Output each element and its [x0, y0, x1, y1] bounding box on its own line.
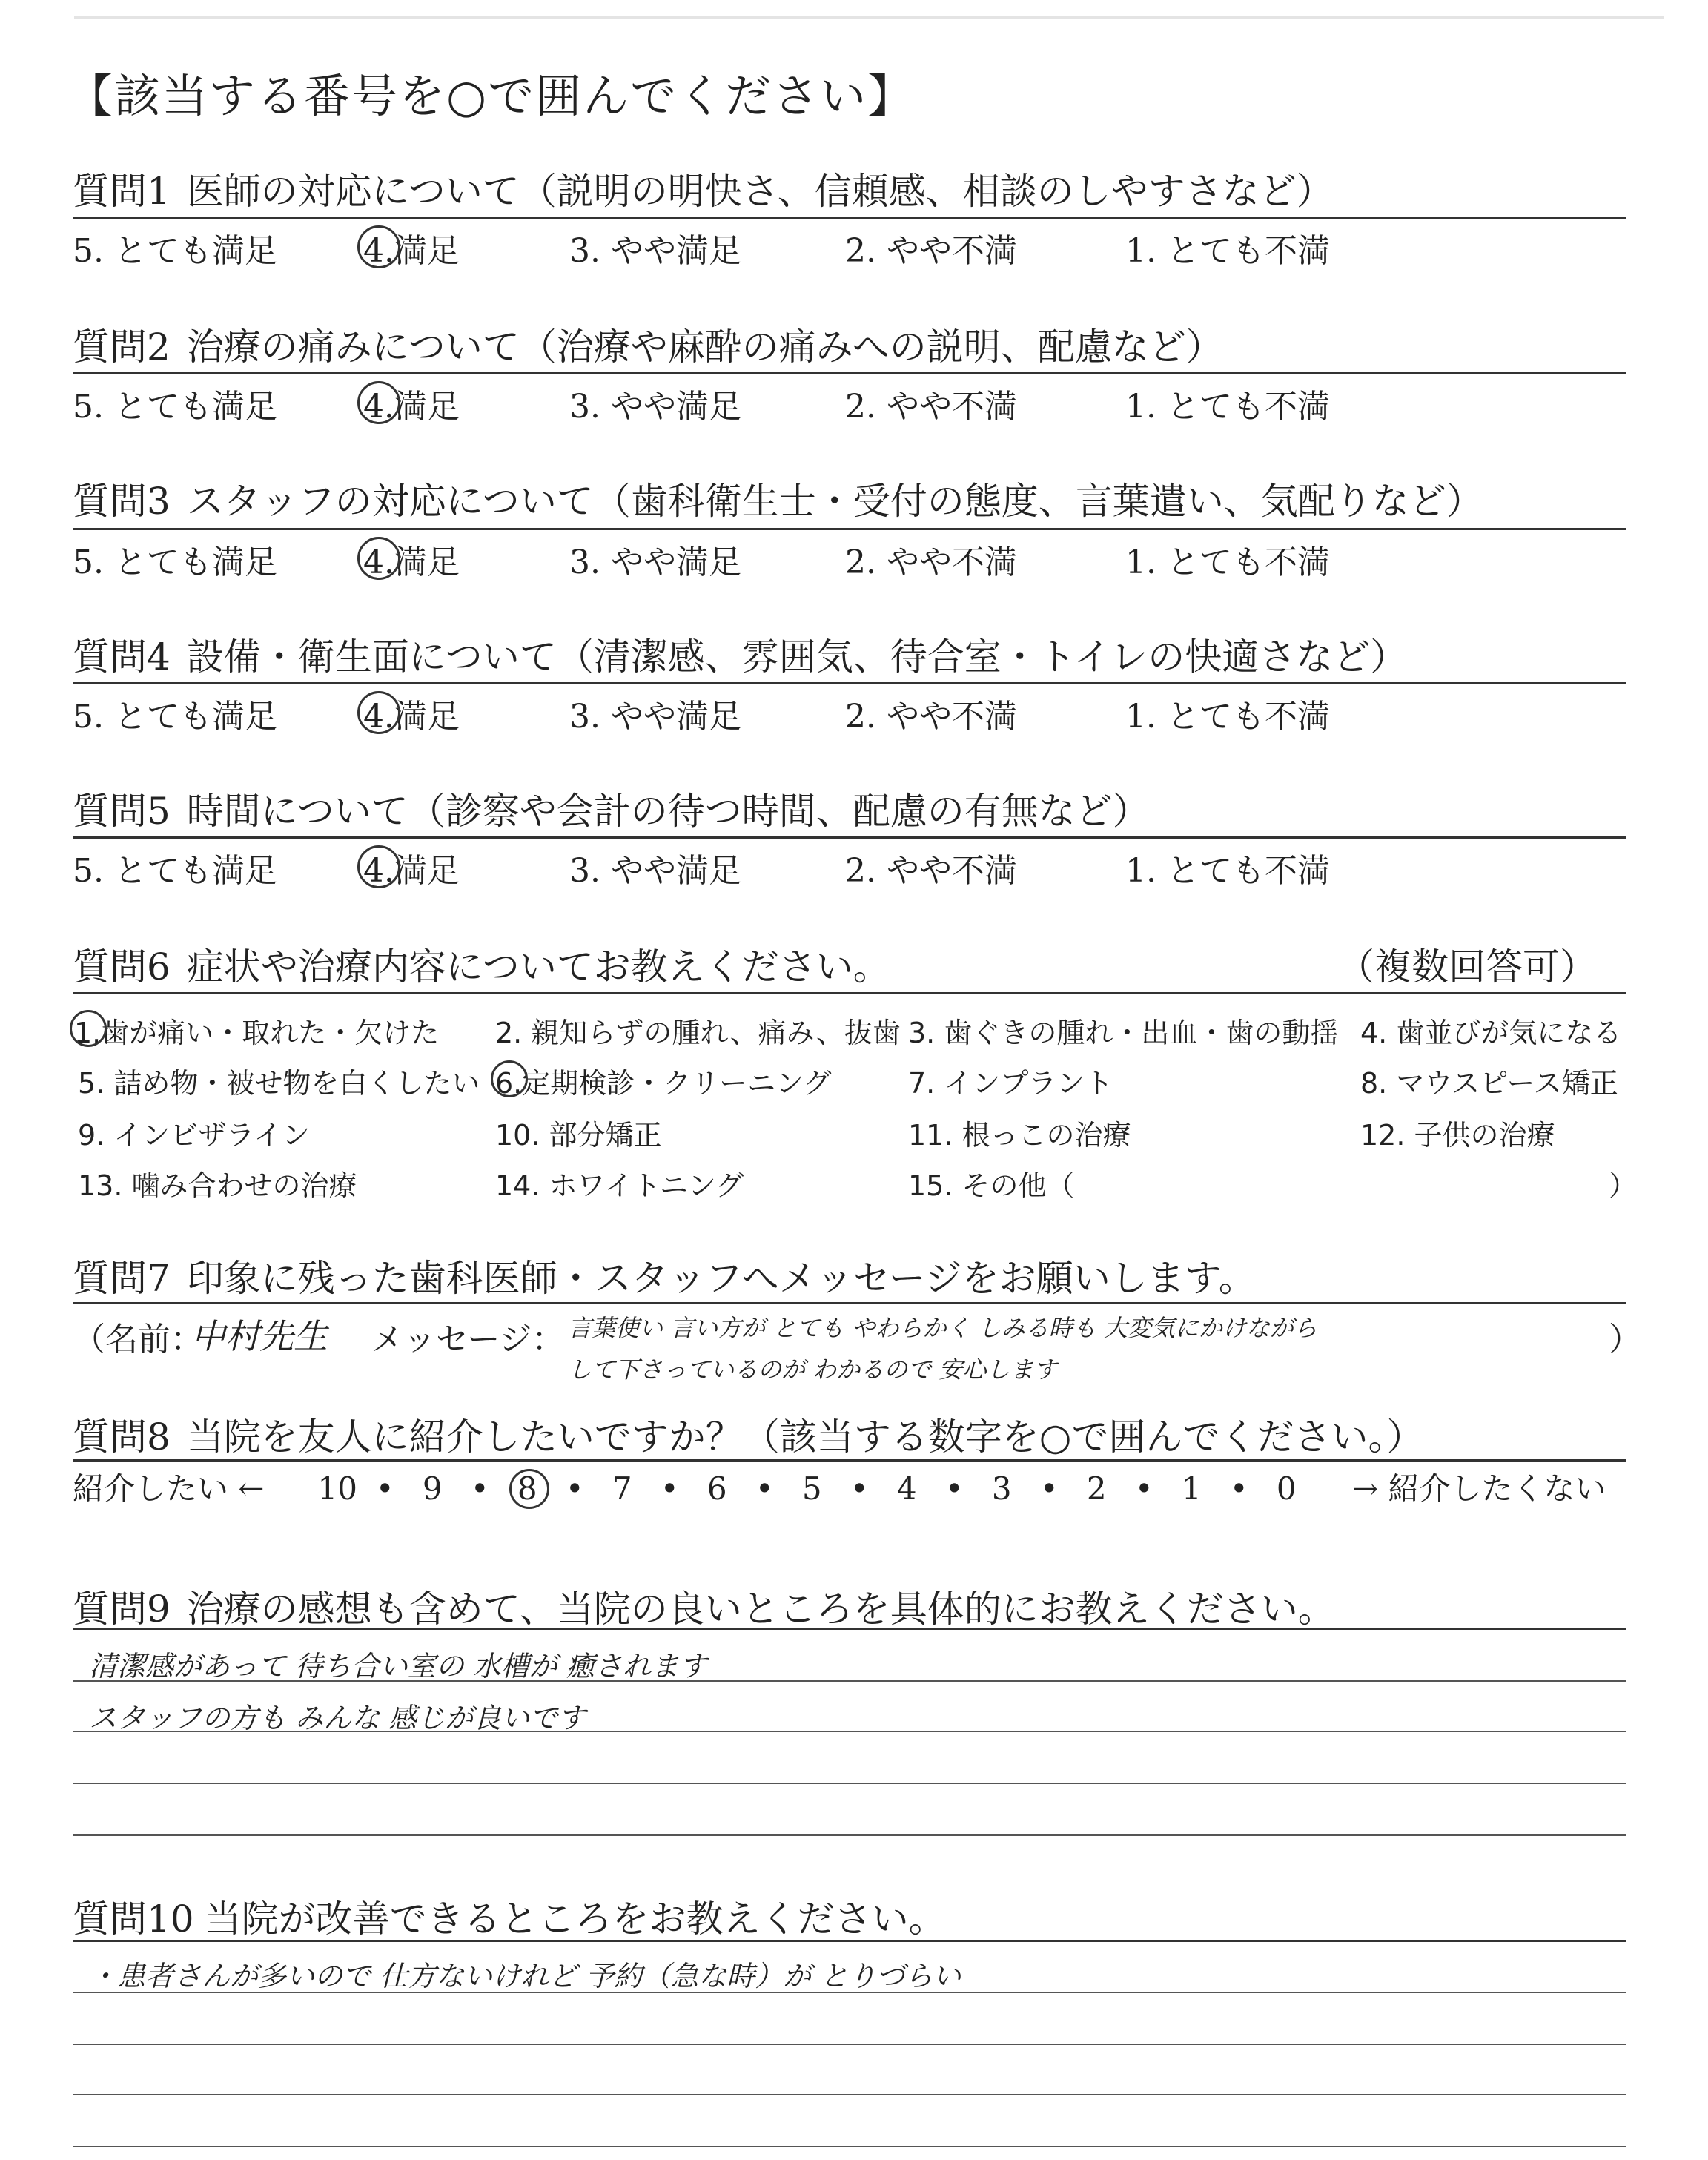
answer-line [73, 1834, 1626, 1836]
selected-circle: 1.歯が痛い・取れた・欠けた [74, 1010, 439, 1051]
q6-option-7[interactable]: 7. インプラント [908, 1067, 1113, 1100]
question-6-note: （複数回答可） [1337, 945, 1597, 988]
question-2-title: 質問2 治療の痛みについて（治療や麻酔の痛みへの説明、配慮など） [73, 326, 1223, 369]
selected-circle: 4.満足 [363, 844, 460, 891]
message-line-1[interactable]: 言葉使い 言い方が とても やわらかく しみる時も 大変気にかけながら [568, 1314, 1317, 1342]
scale-dot: • [375, 1470, 394, 1507]
q1-rating-3[interactable]: 3. やや満足 [569, 232, 741, 270]
q5-rating-3[interactable]: 3. やや満足 [569, 852, 741, 890]
q9-answer-line-1[interactable]: 清潔感があって 待ち合い室の 水槽が 癒されます [89, 1650, 707, 1682]
scale-dot: • [1039, 1470, 1059, 1507]
q1-rating-4[interactable] [363, 224, 460, 271]
q6-option-15[interactable]: 15. その他（ [908, 1169, 1075, 1202]
q4-rating-1[interactable]: 1. とても不満 [1125, 698, 1330, 736]
scale-dot: • [565, 1470, 584, 1507]
q6-option-6[interactable] [495, 1060, 832, 1101]
q6-option-2[interactable]: 2. 親知らずの腫れ、痛み、抜歯 [495, 1017, 901, 1049]
q9-answer-line-2[interactable]: スタッフの方も みんな 感じが良いです [89, 1702, 586, 1734]
q6-option-12[interactable]: 12. 子供の治療 [1360, 1119, 1555, 1152]
question-2-rule [73, 372, 1626, 374]
message-close-paren: ） [1609, 1321, 1641, 1358]
q6-option-10[interactable]: 10. 部分矯正 [495, 1119, 662, 1152]
q6-option-15-close: ） [1609, 1169, 1638, 1202]
recommend-scale [73, 1464, 1606, 1509]
question-1-title: 質問1 医師の対応について（説明の明快さ、信頼感、相談のしやすさなど） [73, 170, 1334, 213]
answer-line [73, 1680, 1626, 1682]
q6-option-5[interactable]: 5. 詰め物・被せ物を白くしたい [78, 1067, 480, 1100]
name-label: （名前： [73, 1321, 203, 1358]
selected-circle: 4.満足 [363, 224, 460, 271]
scale-dot: • [755, 1470, 774, 1507]
q1-rating-5[interactable]: 5. とても満足 [73, 232, 277, 270]
scale-dot: • [1229, 1470, 1248, 1507]
q6-option-3[interactable]: 3. 歯ぐきの腫れ・出血・歯の動揺 [908, 1017, 1339, 1049]
q10-answer-line-1[interactable]: ・患者さんが多いので 仕方ないけれど 予約（急な時）が とりづらい [89, 1960, 961, 1992]
q4-rating-4[interactable] [363, 690, 460, 737]
page-heading: 【該当する番号を○で囲んでください】 [67, 69, 916, 123]
q2-rating-3[interactable]: 3. やや満足 [569, 388, 741, 426]
answer-line [73, 1992, 1626, 1993]
q5-rating-5[interactable]: 5. とても満足 [73, 852, 277, 890]
scale-5[interactable]: 5 [801, 1470, 822, 1507]
name-value[interactable]: 中村先生 [191, 1316, 328, 1356]
question-10-rule [73, 1940, 1626, 1942]
scale-9[interactable]: 9 [422, 1470, 443, 1507]
message-label: メッセージ： [371, 1321, 565, 1358]
q4-rating-2[interactable]: 2. やや不満 [845, 698, 1017, 736]
question-7-rule [73, 1302, 1626, 1304]
scale-6[interactable]: 6 [706, 1470, 727, 1507]
question-8-rule [73, 1459, 1626, 1462]
q5-rating-2[interactable]: 2. やや不満 [845, 852, 1017, 890]
q3-rating-4[interactable] [363, 535, 460, 583]
scale-right-label: → 紹介したくない [1351, 1470, 1606, 1507]
q2-rating-2[interactable]: 2. やや不満 [845, 388, 1017, 426]
selected-circle: 4.満足 [363, 380, 460, 427]
selected-circle: 4.満足 [363, 690, 460, 737]
question-7-title: 質問7 印象に残った歯科医師・スタッフへメッセージをお願いします。 [73, 1257, 1256, 1300]
scale-3[interactable]: 3 [991, 1470, 1012, 1507]
question-9-title: 質問9 治療の感想も含めて、当院の良いところを具体的にお教えください。 [73, 1588, 1335, 1631]
scale-2[interactable]: 2 [1086, 1470, 1107, 1507]
selected-circle: 4.満足 [363, 535, 460, 583]
scale-0[interactable]: 0 [1276, 1470, 1297, 1507]
question-6-title: 質問6 症状や治療内容についてお教えください。 [73, 945, 890, 988]
scale-dot: • [944, 1470, 964, 1507]
answer-line [73, 2044, 1626, 2045]
q4-rating-5[interactable]: 5. とても満足 [73, 698, 277, 736]
scale-dot: • [660, 1470, 679, 1507]
question-6-rule [73, 992, 1626, 994]
q6-option-13[interactable]: 13. 噛み合わせの治療 [78, 1169, 357, 1202]
q6-option-11[interactable]: 11. 根っこの治療 [908, 1119, 1131, 1152]
q3-rating-5[interactable]: 5. とても満足 [73, 544, 277, 581]
q2-rating-1[interactable]: 1. とても不満 [1125, 388, 1330, 426]
question-10-title: 質問10 当院が改善できるところをお教えください。 [73, 1898, 946, 1941]
q1-rating-2[interactable]: 2. やや不満 [845, 232, 1017, 270]
scale-dot: • [1134, 1470, 1153, 1507]
q5-rating-4[interactable] [363, 844, 460, 891]
q4-rating-3[interactable]: 3. やや満足 [569, 698, 741, 736]
answer-line [73, 2146, 1626, 2147]
scale-8[interactable]: 8 [503, 1470, 551, 1507]
scale-7[interactable]: 7 [612, 1470, 632, 1507]
top-border [74, 16, 1664, 19]
scale-4[interactable]: 4 [896, 1470, 917, 1507]
question-5-title: 質問5 時間について（診察や会計の待つ時間、配慮の有無など） [73, 790, 1150, 833]
question-8-title: 質問8 当院を友人に紹介したいですか？（該当する数字を○で囲んでください。） [73, 1416, 1424, 1459]
q5-rating-1[interactable]: 1. とても不満 [1125, 852, 1330, 890]
question-3-rule [73, 528, 1626, 530]
question-4-rule [73, 682, 1626, 684]
q3-rating-3[interactable]: 3. やや満足 [569, 544, 741, 581]
message-line-2[interactable]: して下さっているのが わかるので 安心します [568, 1355, 1058, 1384]
q6-option-9[interactable]: 9. インビザライン [78, 1119, 311, 1152]
question-1-rule [73, 217, 1626, 219]
q6-option-1[interactable] [74, 1010, 439, 1051]
selected-circle: 6.定期検診・クリーニング [495, 1060, 832, 1101]
answer-line [73, 2094, 1626, 2095]
q3-rating-2[interactable]: 2. やや不満 [845, 544, 1017, 581]
scale-left-label: 紹介したい ← [73, 1470, 265, 1507]
q1-rating-1[interactable]: 1. とても不満 [1125, 232, 1330, 270]
q3-rating-1[interactable]: 1. とても不満 [1125, 544, 1330, 581]
question-9-rule [73, 1628, 1626, 1630]
question-5-rule [73, 836, 1626, 839]
scale-1[interactable]: 1 [1181, 1470, 1202, 1507]
q2-rating-5[interactable]: 5. とても満足 [73, 388, 277, 426]
question-3-title: 質問3 スタッフの対応について（歯科衛生士・受付の態度、言葉遣い、気配りなど） [73, 480, 1483, 523]
q6-option-8[interactable]: 8. マウスピース矯正 [1360, 1067, 1618, 1100]
scale-10[interactable]: 10 [317, 1470, 357, 1507]
answer-line [73, 1731, 1626, 1732]
scale-dot: • [470, 1470, 489, 1507]
q2-rating-4[interactable] [363, 380, 460, 427]
scale-dot: • [850, 1470, 869, 1507]
q6-option-4[interactable]: 4. 歯並びが気になる [1360, 1017, 1622, 1049]
q6-option-14[interactable]: 14. ホワイトニング [495, 1169, 744, 1202]
answer-line [73, 1783, 1626, 1784]
question-4-title: 質問4 設備・衛生面について（清潔感、雰囲気、待合室・トイレの快適さなど） [73, 635, 1408, 678]
